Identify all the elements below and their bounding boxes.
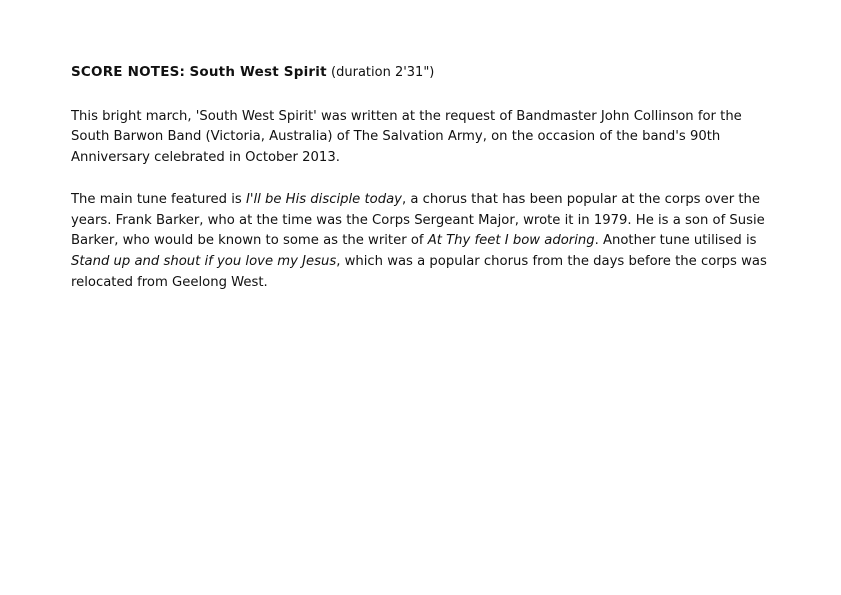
page-title	[71, 62, 771, 83]
tune-title: Stand up and shout if you love my Jesus	[71, 254, 337, 270]
paragraph-list	[71, 107, 771, 294]
text-run: . Another tune utilised is	[594, 233, 757, 249]
text-run: This bright march, 'South West Spirit' was written at the request of Bandmaster John Collinson for the South Barwon Band (Victoria, Australia) of The Salvation Army, on the occasion of the band's 90th Anniversary celebrated in October 2013.	[71, 108, 742, 165]
paragraph-2	[71, 190, 771, 293]
text-run: The main tune featured is	[71, 192, 246, 208]
paragraph-1	[71, 107, 771, 169]
duration-text: (duration 2'31")	[331, 65, 435, 80]
tune-title: At Thy feet I bow adoring	[427, 233, 595, 249]
work-title: South West Spirit	[189, 64, 327, 80]
document-body	[71, 62, 771, 293]
text-run: , a chorus that has been popular at the corps over the years. Frank Barker, who at the time was the Corps Sergeant Major, wrote it in 1979. He is a son of Susie Barker, who would be known to some as the writer of	[71, 192, 765, 249]
tune-title: I'll be His disciple today	[245, 192, 402, 208]
score-notes-label: SCORE NOTES:	[71, 64, 186, 80]
text-run: , which was a popular chorus from the days before the corps was relocated from Geelong West.	[71, 254, 767, 290]
